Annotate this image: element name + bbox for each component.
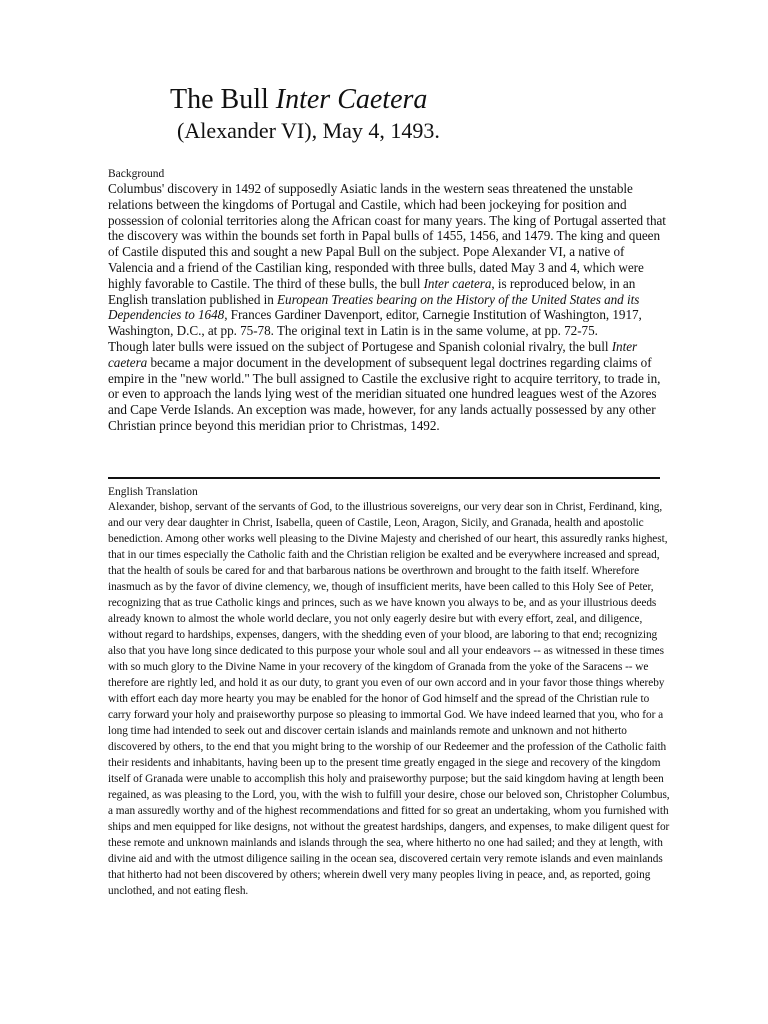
background-p1-text-c: , Frances Gardiner Davenport, editor, Carnegie Institution of Washington, 1917, Washington, D.C., at pp. 75-78. The original text in Latin is in the same volume, at pp. 72-75.: [108, 307, 642, 339]
translation-paragraph: Alexander, bishop, servant of the servants of God, to the illustrious sovereigns, our very dear son in Christ, Ferdinand, king, and our very dear daughter in Christ, Isabella, queen of Castile, Leon, Aragon, Sicily, and Granada, health and apostolic benediction. Among other works well pleasing to the Divine Majesty and cherished of our heart, this assuredly ranks highest, that in our times especially the Catholic faith and the Christian religion be exalted and be everywhere increased and spread, that the health of souls be cared for and that barbarous nations be overthrown and brought to the faith itself. Wherefore inasmuch as by the favor of divine clemency, we, though of insufficient merits, have been called to this Holy See of Peter, recognizing that as true Catholic kings and princes, such as we have known you always to be, and as your illustrious deeds already known to almost the whole world declare, you not only eagerly desire but with every effort, zeal, and diligence, without regard to hardships, expenses, dangers, with the shedding even of your blood, are laboring to that end; recognizing also that you have long since dedicated to this purpose your whole soul and all your endeavors -- as witnessed in these times with so much glory to the Divine Name in your recovery of the kingdom of Granada from the yoke of the Saracens -- we therefore are rightly led, and hold it as our duty, to grant you even of our own accord and in your favor those things whereby with effort each day more hearty you may be enabled for the honor of God himself and the spread of the Christian rule to carry forward your holy and praiseworthy purpose so pleasing to immortal God. We have indeed learned that you, who for a long time had intended to seek out and discover certain islands and mainlands remote and unknown and not hitherto discovered by others, to the end that you might bring to the worship of our Redeemer and the profession of the Catholic faith their residents and inhabitants, having been up to the present time greatly engaged in the siege and recovery of the kingdom itself of Granada were unable to accomplish this holy and praiseworthy purpose; but the said kingdom having at length been regained, as was pleasing to the Lord, you, with the wish to fulfill your desire, chose our beloved son, Christopher Columbus, a man assuredly worthy and of the highest recommendations and fitted for so great an undertaking, whom you furnished with ships and men equipped for like designs, not without the greatest hardships, dangers, and expenses, to make diligent quest for these remote and unknown mainlands and islands through the sea, where hitherto no one had sailed; and they at length, with divine aid and with the utmost diligence sailing in the ocean sea, discovered certain very remote islands and even mainlands that hitherto had not been discovered by others; wherein dwell very many peoples living in peace, and, as reported, going unclothed, and not eating flesh.: [108, 501, 670, 897]
title-text: The Bull: [170, 84, 276, 115]
section-divider: [108, 477, 660, 479]
document-title: [170, 84, 427, 116]
background-p2-text-b: became a major document in the development of subsequent legal doctrines regarding claims of empire in the "new world." The bull assigned to Castile the exclusive right to acquire territory, to trade in, or even to approach the lands lying west of the meridian situated one hundred leagues west of the Azores and Cape Verde Islands. An exception was made, however, for any lands actually possessed by any other Christian prince beyond this meridian prior to Christmas, 1492.: [108, 354, 661, 433]
background-p1-italic-1: Inter caetera: [423, 275, 492, 291]
background-p1-text-b: , is reproduced below, in an English translation published in: [108, 275, 636, 307]
background-paragraph-2: [108, 339, 668, 434]
background-heading: Background: [108, 168, 165, 180]
background-p2-italic: Inter caetera: [108, 338, 638, 370]
background-p1-text-a: Columbus' discovery in 1492 of supposedly Asiatic lands in the western seas threatened the unstable relations between the kingdoms of Portugal and Castile, which had been jockeying for position and possession of colonial territories along the African coast for many years. The king of Portugal asserted that the discovery was within the bounds set forth in Papal bulls of 1455, 1456, and 1479. The king and queen of Castile disputed this and sought a new Papal Bull on the subject. Pope Alexander VI, a native of Valencia and a friend of the Castilian king, responded with three bulls, dated May 3 and 4, which were highly favorable to Castile. The third of these bulls, the bull: [108, 181, 666, 291]
background-section: [108, 181, 668, 434]
background-paragraph-1: [108, 181, 668, 339]
background-p2-text-a: Though later bulls were issued on the subject of Portugese and Spanish colonial rivalry, the bull: [108, 338, 612, 354]
translation-heading: English Translation: [108, 486, 198, 498]
title-italic-text: Inter Caetera: [275, 84, 428, 115]
background-p1-italic-2: European Treaties bearing on the History of the United States and its Dependencies to 1648: [108, 291, 640, 323]
document-subtitle: (Alexander VI), May 4, 1493.: [177, 118, 440, 143]
